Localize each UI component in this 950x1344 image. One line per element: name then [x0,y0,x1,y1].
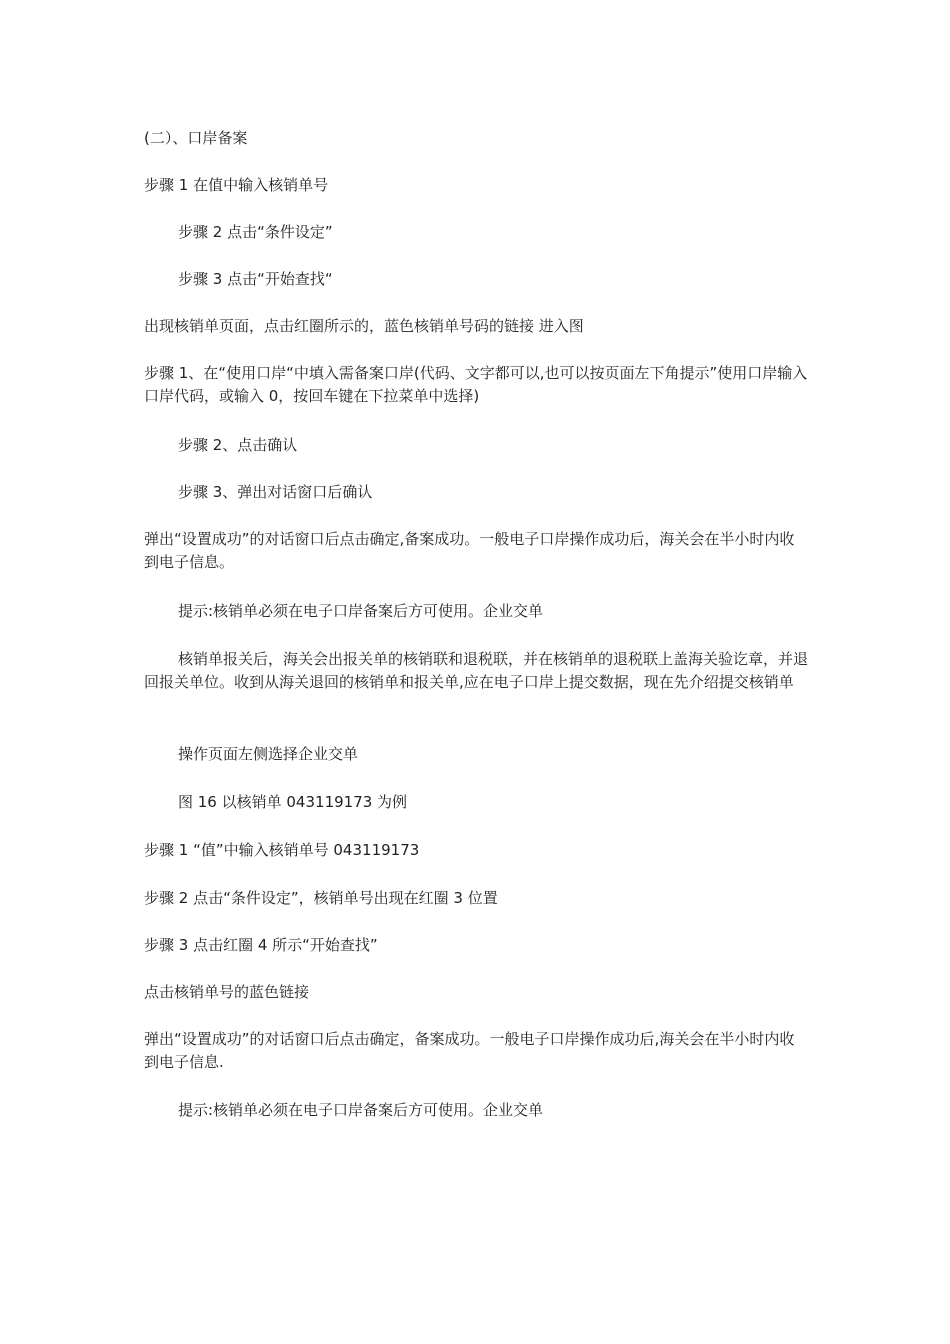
paragraph: 步骤 2、点击确认 [178,436,298,454]
paragraph: 点击核销单号的蓝色链接 [144,983,310,1001]
paragraph: 步骤 2 点击“条件设定”，核销单号出现在红圈 3 位置 [144,889,498,907]
paragraph: 步骤 3 点击“开始查找“ [178,270,333,288]
paragraph: 弹出“设置成功”的对话窗口后点击确定,备案成功。一般电子口岸操作成功后，海关会在半小时内收到电子信息。 [144,530,795,571]
paragraph: 图 16 以核销单 043119173 为例 [178,793,408,811]
paragraph: 步骤 2 点击“条件设定” [178,223,333,241]
paragraph: 核销单报关后，海关会出报关单的核销联和退税联，并在核销单的退税联上盖海关验讫章，并退回报关单位。收到从海关退回的核销单和报关单,应在电子口岸上提交数据，现在先介绍提交核销单 [144,650,809,691]
paragraph: 步骤 1、在“使用口岸“中填入需备案口岸(代码、文字都可以,也可以按页面左下角提示”使用口岸输入口岸代码，或输入 0，按回车键在下拉菜单中选择) [144,364,808,405]
paragraph: 提示:核销单必须在电子口岸备案后方可使用。企业交单 [178,1101,544,1119]
paragraph: 出现核销单页面，点击红圈所示的，蓝色核销单号码的链接 进入图 [144,317,584,335]
paragraph: 步骤 3、弹出对话窗口后确认 [178,483,373,501]
paragraph: 弹出“设置成功”的对话窗口后点击确定，备案成功。一般电子口岸操作成功后,海关会在半小时内收到电子信息. [144,1030,795,1071]
section-heading: (二）、口岸备案 [144,129,248,147]
paragraph: 步骤 3 点击红圈 4 所示“开始查找” [144,936,378,954]
paragraph: 步骤 1 在值中输入核销单号 [144,176,329,194]
paragraph: 步骤 1 “值”中输入核销单号 043119173 [144,841,420,859]
paragraph: 操作页面左侧选择企业交单 [178,745,359,763]
paragraph: 提示:核销单必须在电子口岸备案后方可使用。企业交单 [178,602,544,620]
